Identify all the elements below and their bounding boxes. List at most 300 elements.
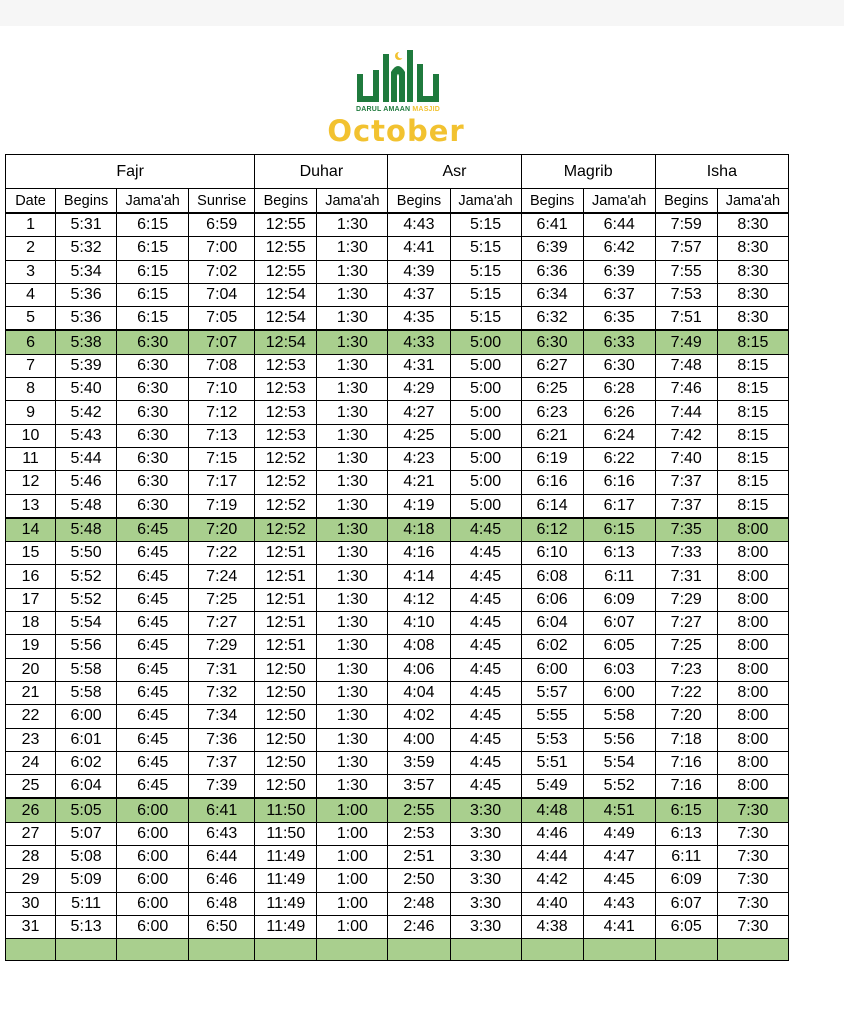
table-cell: 8:00 <box>717 518 788 542</box>
logo-org-name: DARUL AMAAN <box>355 106 411 113</box>
table-cell: 6:37 <box>583 283 655 306</box>
table-cell: 6:30 <box>117 401 189 424</box>
table-cell: 6:14 <box>521 494 583 518</box>
table-cell: 2:53 <box>388 822 450 845</box>
table-cell: 4:45 <box>583 869 655 892</box>
table-cell: 6:35 <box>583 307 655 331</box>
table-cell: 8:15 <box>717 447 788 470</box>
table-cell: 7:20 <box>655 705 717 728</box>
table-cell: 8:00 <box>717 565 788 588</box>
table-cell: 7:20 <box>189 518 255 542</box>
table-cell: 5:58 <box>56 681 117 704</box>
table-cell: 2:46 <box>388 915 450 938</box>
table-cell: 7:40 <box>655 447 717 470</box>
table-cell: 12:52 <box>255 471 317 494</box>
table-cell: 7:30 <box>717 915 788 938</box>
table-cell: 7:55 <box>655 260 717 283</box>
table-cell: 7:36 <box>189 728 255 751</box>
footer-cell <box>255 939 317 961</box>
table-cell: 1:30 <box>317 260 388 283</box>
table-cell: 1:30 <box>317 658 388 681</box>
table-cell: 12:50 <box>255 658 317 681</box>
table-cell: 11:50 <box>255 798 317 822</box>
table-cell: 3:30 <box>450 869 521 892</box>
table-cell: 4:14 <box>388 565 450 588</box>
table-cell: 7 <box>6 354 56 377</box>
table-cell: 1:30 <box>317 237 388 260</box>
table-cell: 7:53 <box>655 283 717 306</box>
table-cell: 7:37 <box>189 751 255 774</box>
table-cell: 4:45 <box>450 635 521 658</box>
table-cell: 7:02 <box>189 260 255 283</box>
table-cell: 3:57 <box>388 775 450 799</box>
table-row <box>6 846 789 869</box>
table-cell: 1:30 <box>317 635 388 658</box>
table-cell: 4:42 <box>521 869 583 892</box>
prayer-times-table <box>5 154 789 961</box>
table-cell: 12:53 <box>255 401 317 424</box>
table-cell: 4:12 <box>388 588 450 611</box>
table-cell: 5:44 <box>56 447 117 470</box>
table-cell: 8:00 <box>717 681 788 704</box>
table-cell: 7:31 <box>655 565 717 588</box>
table-cell: 4:45 <box>450 728 521 751</box>
table-cell: 7:27 <box>655 612 717 635</box>
table-cell: 6:45 <box>117 518 189 542</box>
table-cell: 12:51 <box>255 588 317 611</box>
table-cell: 1:30 <box>317 542 388 565</box>
table-cell: 8:30 <box>717 237 788 260</box>
table-cell: 6:30 <box>117 494 189 518</box>
table-cell: 12:50 <box>255 775 317 799</box>
table-cell: 6:15 <box>117 237 189 260</box>
table-cell: 6:21 <box>521 424 583 447</box>
table-cell: 11:50 <box>255 822 317 845</box>
table-cell: 6:00 <box>117 798 189 822</box>
table-cell: 1:30 <box>317 447 388 470</box>
table-cell: 11:49 <box>255 915 317 938</box>
table-cell: 7:10 <box>189 378 255 401</box>
table-cell: 6:28 <box>583 378 655 401</box>
table-cell: 6:01 <box>56 728 117 751</box>
table-cell: 6:13 <box>583 542 655 565</box>
table-cell: 11:49 <box>255 846 317 869</box>
table-cell: 6:39 <box>583 260 655 283</box>
column-header: Jama'ah <box>450 189 521 214</box>
table-row <box>6 588 789 611</box>
table-cell: 6 <box>6 330 56 354</box>
table-cell: 8:00 <box>717 635 788 658</box>
table-cell: 12:55 <box>255 213 317 237</box>
table-cell: 2:51 <box>388 846 450 869</box>
table-cell: 8:15 <box>717 401 788 424</box>
table-cell: 1:30 <box>317 588 388 611</box>
logo-text <box>353 106 443 113</box>
table-cell: 5:00 <box>450 424 521 447</box>
table-cell: 7:30 <box>717 846 788 869</box>
table-cell: 6:43 <box>189 822 255 845</box>
table-cell: 4:27 <box>388 401 450 424</box>
table-cell: 5:38 <box>56 330 117 354</box>
table-cell: 4:33 <box>388 330 450 354</box>
column-header: Jama'ah <box>317 189 388 214</box>
footer-cell <box>583 939 655 961</box>
column-header: Begins <box>388 189 450 214</box>
footer-cell <box>388 939 450 961</box>
table-cell: 2 <box>6 237 56 260</box>
table-cell: 6:00 <box>117 846 189 869</box>
table-cell: 7:13 <box>189 424 255 447</box>
table-cell: 5:57 <box>521 681 583 704</box>
table-cell: 6:30 <box>583 354 655 377</box>
table-cell: 6:15 <box>117 283 189 306</box>
table-cell: 5:48 <box>56 494 117 518</box>
table-cell: 5:00 <box>450 330 521 354</box>
footer-cell <box>56 939 117 961</box>
table-cell: 5:00 <box>450 447 521 470</box>
table-cell: 6:16 <box>521 471 583 494</box>
table-cell: 12:53 <box>255 424 317 447</box>
table-cell: 5:00 <box>450 354 521 377</box>
table-cell: 30 <box>6 892 56 915</box>
column-header: Jama'ah <box>583 189 655 214</box>
table-cell: 7:29 <box>655 588 717 611</box>
table-cell: 6:30 <box>117 447 189 470</box>
table-row <box>6 635 789 658</box>
group-header-magrib: Magrib <box>521 155 655 189</box>
table-cell: 6:17 <box>583 494 655 518</box>
table-cell: 5:50 <box>56 542 117 565</box>
table-cell: 12:51 <box>255 635 317 658</box>
table-cell: 6:09 <box>583 588 655 611</box>
table-cell: 5:11 <box>56 892 117 915</box>
table-cell: 7:00 <box>189 237 255 260</box>
table-cell: 5:00 <box>450 494 521 518</box>
table-cell: 4:29 <box>388 378 450 401</box>
table-cell: 5:00 <box>450 401 521 424</box>
table-cell: 6:15 <box>117 307 189 331</box>
table-cell: 7:30 <box>717 822 788 845</box>
table-cell: 6:45 <box>117 728 189 751</box>
footer-cell <box>189 939 255 961</box>
footer-cell <box>717 939 788 961</box>
table-cell: 7:27 <box>189 612 255 635</box>
table-cell: 8 <box>6 378 56 401</box>
table-cell: 2:55 <box>388 798 450 822</box>
table-cell: 7:44 <box>655 401 717 424</box>
table-cell: 1:30 <box>317 681 388 704</box>
column-header: Begins <box>56 189 117 214</box>
table-cell: 7:46 <box>655 378 717 401</box>
table-cell: 1:30 <box>317 401 388 424</box>
table-cell: 5:00 <box>450 471 521 494</box>
table-cell: 14 <box>6 518 56 542</box>
table-cell: 4:08 <box>388 635 450 658</box>
table-cell: 4:39 <box>388 260 450 283</box>
table-row <box>6 822 789 845</box>
sub-header-row <box>6 189 789 214</box>
table-cell: 4:10 <box>388 612 450 635</box>
table-cell: 5:53 <box>521 728 583 751</box>
table-cell: 12:53 <box>255 354 317 377</box>
table-cell: 6:00 <box>521 658 583 681</box>
table-cell: 4:43 <box>388 213 450 237</box>
table-cell: 21 <box>6 681 56 704</box>
table-cell: 12:52 <box>255 447 317 470</box>
column-header: Begins <box>255 189 317 214</box>
table-cell: 1:00 <box>317 915 388 938</box>
table-cell: 7:18 <box>655 728 717 751</box>
table-cell: 6:05 <box>655 915 717 938</box>
table-cell: 4:21 <box>388 471 450 494</box>
table-cell: 4:45 <box>450 542 521 565</box>
table-cell: 1:30 <box>317 378 388 401</box>
masjid-logo-icon <box>353 44 443 106</box>
table-cell: 4:41 <box>388 237 450 260</box>
table-cell: 6:02 <box>56 751 117 774</box>
table-row <box>6 869 789 892</box>
table-cell: 8:15 <box>717 330 788 354</box>
table-cell: 4:16 <box>388 542 450 565</box>
table-cell: 6:30 <box>521 330 583 354</box>
table-cell: 12:51 <box>255 565 317 588</box>
table-cell: 7:07 <box>189 330 255 354</box>
table-cell: 4:45 <box>450 705 521 728</box>
table-cell: 3:30 <box>450 846 521 869</box>
table-cell: 7:15 <box>189 447 255 470</box>
table-cell: 6:10 <box>521 542 583 565</box>
table-cell: 6:07 <box>655 892 717 915</box>
table-cell: 4:46 <box>521 822 583 845</box>
group-header-fajr: Fajr <box>6 155 255 189</box>
table-cell: 4:45 <box>450 588 521 611</box>
table-cell: 6:30 <box>117 330 189 354</box>
table-cell: 4 <box>6 283 56 306</box>
table-cell: 8:00 <box>717 658 788 681</box>
table-cell: 1:30 <box>317 751 388 774</box>
table-cell: 28 <box>6 846 56 869</box>
table-cell: 6:46 <box>189 869 255 892</box>
table-cell: 6:04 <box>521 612 583 635</box>
table-cell: 1:30 <box>317 518 388 542</box>
table-cell: 3 <box>6 260 56 283</box>
table-cell: 7:25 <box>655 635 717 658</box>
table-row <box>6 213 789 237</box>
column-header: Begins <box>655 189 717 214</box>
table-cell: 5:48 <box>56 518 117 542</box>
table-cell: 18 <box>6 612 56 635</box>
table-cell: 7:22 <box>655 681 717 704</box>
table-cell: 12:55 <box>255 260 317 283</box>
group-header-isha: Isha <box>655 155 788 189</box>
table-cell: 7:57 <box>655 237 717 260</box>
table-cell: 1:00 <box>317 798 388 822</box>
table-cell: 5:05 <box>56 798 117 822</box>
table-cell: 6:07 <box>583 612 655 635</box>
table-cell: 8:15 <box>717 424 788 447</box>
table-cell: 4:38 <box>521 915 583 938</box>
table-cell: 2:48 <box>388 892 450 915</box>
table-cell: 6:19 <box>521 447 583 470</box>
table-cell: 5:07 <box>56 822 117 845</box>
prayer-times-body <box>6 213 789 961</box>
table-row <box>6 424 789 447</box>
table-cell: 6:15 <box>655 798 717 822</box>
table-cell: 6:15 <box>117 213 189 237</box>
table-cell: 4:45 <box>450 518 521 542</box>
table-row <box>6 260 789 283</box>
table-cell: 17 <box>6 588 56 611</box>
table-cell: 6:11 <box>655 846 717 869</box>
table-cell: 6:11 <box>583 565 655 588</box>
table-cell: 24 <box>6 751 56 774</box>
table-cell: 6:06 <box>521 588 583 611</box>
table-cell: 6:25 <box>521 378 583 401</box>
table-cell: 8:15 <box>717 354 788 377</box>
table-cell: 7:22 <box>189 542 255 565</box>
table-row <box>6 728 789 751</box>
table-cell: 6:04 <box>56 775 117 799</box>
table-cell: 6:45 <box>117 751 189 774</box>
table-cell: 7:16 <box>655 751 717 774</box>
table-cell: 8:00 <box>717 588 788 611</box>
table-cell: 2:50 <box>388 869 450 892</box>
table-cell: 6:44 <box>583 213 655 237</box>
table-cell: 15 <box>6 542 56 565</box>
table-cell: 12:54 <box>255 307 317 331</box>
table-cell: 8:00 <box>717 542 788 565</box>
table-cell: 8:30 <box>717 283 788 306</box>
table-cell: 6:00 <box>117 869 189 892</box>
table-cell: 1:00 <box>317 869 388 892</box>
table-row <box>6 751 789 774</box>
table-cell: 12:50 <box>255 751 317 774</box>
table-cell: 6:36 <box>521 260 583 283</box>
table-cell: 8:30 <box>717 260 788 283</box>
table-row <box>6 283 789 306</box>
table-cell: 5:32 <box>56 237 117 260</box>
table-cell: 22 <box>6 705 56 728</box>
footer-cell <box>521 939 583 961</box>
table-cell: 29 <box>6 869 56 892</box>
table-cell: 8:15 <box>717 494 788 518</box>
table-cell: 4:44 <box>521 846 583 869</box>
table-cell: 1:30 <box>317 283 388 306</box>
table-cell: 7:33 <box>655 542 717 565</box>
table-cell: 1:00 <box>317 846 388 869</box>
column-header: Date <box>6 189 56 214</box>
table-cell: 6:15 <box>117 260 189 283</box>
table-cell: 5:15 <box>450 283 521 306</box>
group-header-asr: Asr <box>388 155 521 189</box>
table-footer-row <box>6 939 789 961</box>
table-cell: 6:39 <box>521 237 583 260</box>
table-cell: 12:53 <box>255 378 317 401</box>
table-cell: 5:15 <box>450 237 521 260</box>
table-cell: 7:30 <box>717 869 788 892</box>
table-cell: 7:17 <box>189 471 255 494</box>
table-cell: 6:09 <box>655 869 717 892</box>
table-row <box>6 681 789 704</box>
table-row <box>6 447 789 470</box>
table-cell: 5:43 <box>56 424 117 447</box>
table-cell: 6:44 <box>189 846 255 869</box>
table-cell: 6:45 <box>117 635 189 658</box>
table-cell: 6:30 <box>117 471 189 494</box>
table-cell: 6:32 <box>521 307 583 331</box>
table-cell: 7:16 <box>655 775 717 799</box>
table-cell: 12:52 <box>255 494 317 518</box>
top-bar <box>0 0 844 26</box>
table-cell: 6:33 <box>583 330 655 354</box>
table-cell: 3:30 <box>450 915 521 938</box>
table-cell: 7:19 <box>189 494 255 518</box>
footer-cell <box>6 939 56 961</box>
table-cell: 6:34 <box>521 283 583 306</box>
table-cell: 1:30 <box>317 307 388 331</box>
footer-cell <box>317 939 388 961</box>
table-cell: 7:24 <box>189 565 255 588</box>
table-cell: 12:50 <box>255 728 317 751</box>
table-cell: 6:45 <box>117 542 189 565</box>
table-cell: 5:42 <box>56 401 117 424</box>
table-row <box>6 915 789 938</box>
table-cell: 5:39 <box>56 354 117 377</box>
table-row <box>6 471 789 494</box>
table-cell: 1:30 <box>317 424 388 447</box>
table-cell: 7:23 <box>655 658 717 681</box>
table-cell: 8:30 <box>717 213 788 237</box>
table-row <box>6 354 789 377</box>
table-cell: 7:08 <box>189 354 255 377</box>
table-cell: 5:36 <box>56 307 117 331</box>
table-cell: 6:00 <box>583 681 655 704</box>
table-cell: 7:37 <box>655 471 717 494</box>
table-cell: 6:48 <box>189 892 255 915</box>
table-cell: 4:00 <box>388 728 450 751</box>
table-cell: 12:55 <box>255 237 317 260</box>
table-cell: 11 <box>6 447 56 470</box>
table-cell: 4:41 <box>583 915 655 938</box>
table-cell: 5:56 <box>56 635 117 658</box>
table-cell: 26 <box>6 798 56 822</box>
table-cell: 12:54 <box>255 330 317 354</box>
table-cell: 12:51 <box>255 612 317 635</box>
table-cell: 1:30 <box>317 213 388 237</box>
table-cell: 6:22 <box>583 447 655 470</box>
table-cell: 5:52 <box>56 565 117 588</box>
table-cell: 6:26 <box>583 401 655 424</box>
table-cell: 8:00 <box>717 705 788 728</box>
column-header: Jama'ah <box>717 189 788 214</box>
table-cell: 12:50 <box>255 681 317 704</box>
table-cell: 1:30 <box>317 565 388 588</box>
table-cell: 7:42 <box>655 424 717 447</box>
column-header: Sunrise <box>189 189 255 214</box>
table-cell: 4:45 <box>450 612 521 635</box>
table-cell: 5:15 <box>450 260 521 283</box>
table-cell: 1:30 <box>317 354 388 377</box>
table-cell: 7:32 <box>189 681 255 704</box>
table-cell: 16 <box>6 565 56 588</box>
table-cell: 4:35 <box>388 307 450 331</box>
table-cell: 6:45 <box>117 588 189 611</box>
table-row <box>6 378 789 401</box>
table-cell: 11:49 <box>255 869 317 892</box>
table-cell: 6:45 <box>117 565 189 588</box>
table-cell: 5:52 <box>56 588 117 611</box>
table-cell: 12:54 <box>255 283 317 306</box>
